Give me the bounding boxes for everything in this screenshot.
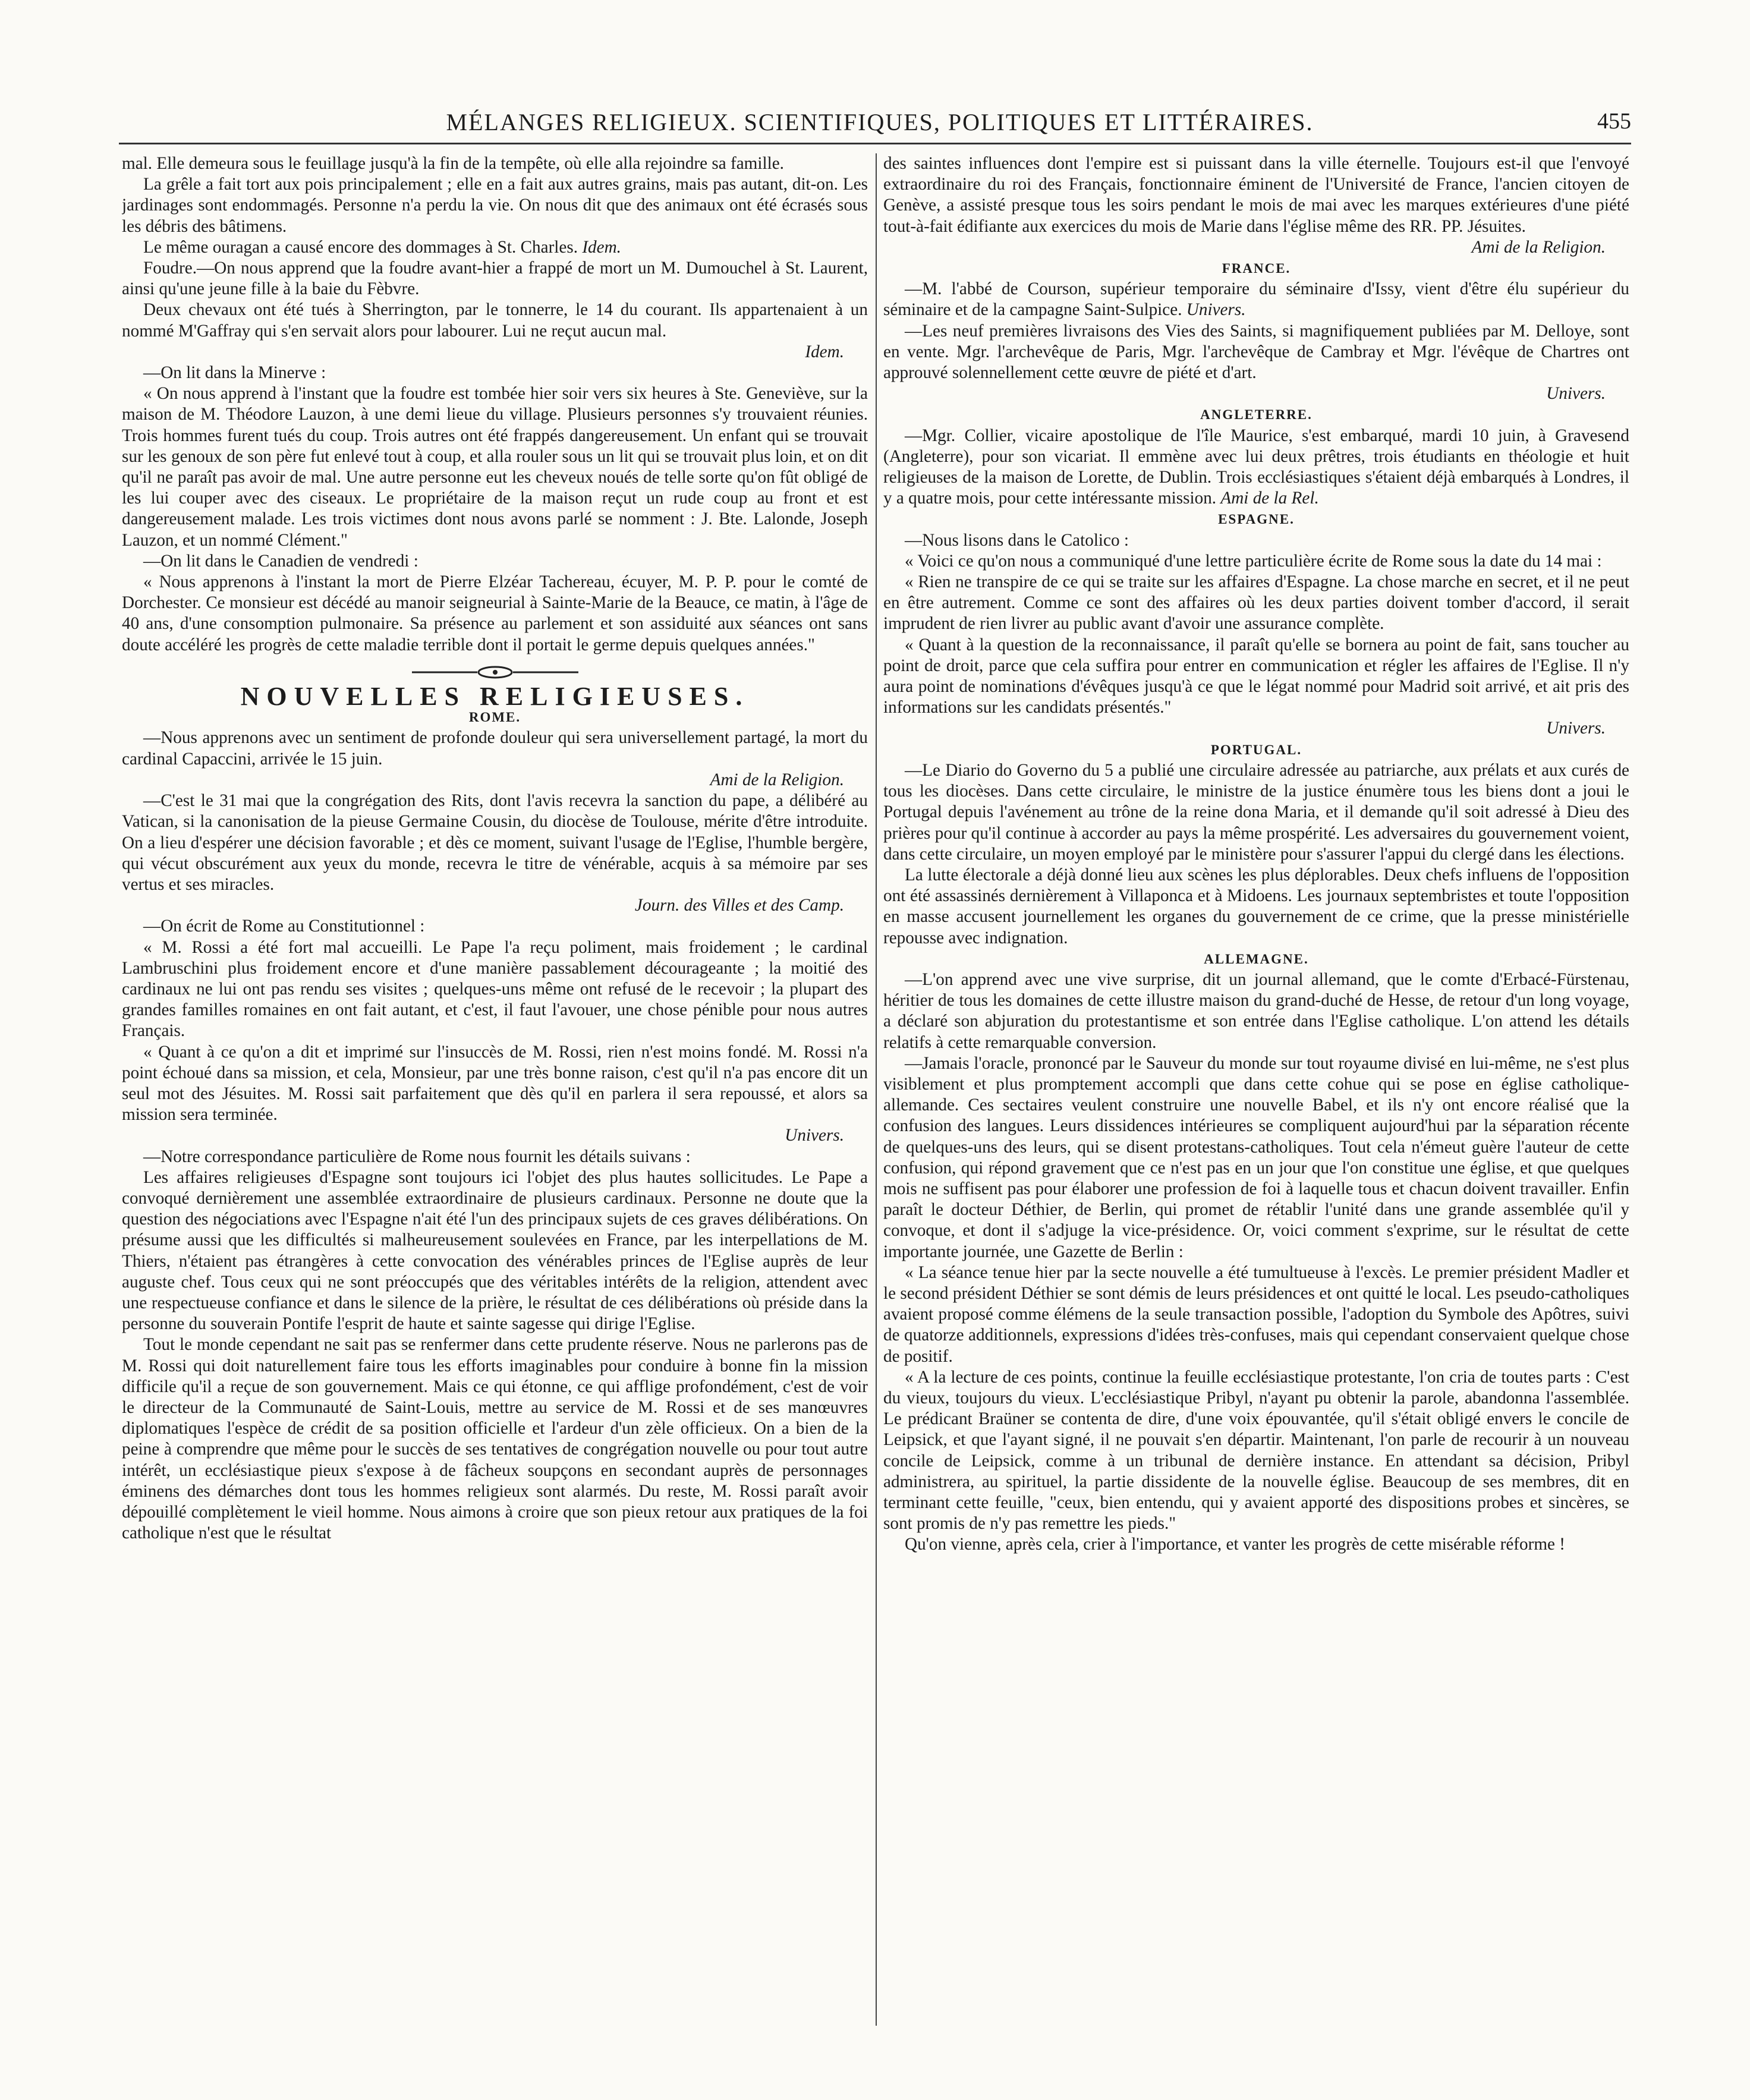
attribution: Univers. — [1546, 719, 1606, 738]
running-title: MÉLANGES RELIGIEUX. SCIENTIFIQUES, POLITIQUES ET LITTÉRAIRES. — [446, 109, 1314, 136]
attribution: Univers. — [1186, 300, 1246, 320]
subsection-allemagne: ALLEMAGNE. — [1204, 951, 1309, 966]
left-column — [122, 153, 868, 2055]
attribution: Ami de la Religion. — [1471, 237, 1606, 257]
paragraph: Tout le monde cependant ne sait pas se renfermer dans cette prudente réserve. Nous ne parlerons pas de M. Rossi qui doit naturellement faire tous les efforts imaginables pour conduire à bonne fin la mission difficile qu'il a reçue de son gouvernement. Mais ce qui étonne, ce qui afflige profondément, c'est de voir le directeur de la Communauté de Saint-Louis, mettre au service de M. Rossi et de ses manœuvres diplomatiques l'espèce de crédit de sa position officielle et l'ardeur d'un zèle officieux. On a bien de la peine à comprendre que même pour le succès de ses tentatives de congrégation nouvelle ou pour tout autre intérêt, un ecclésiastique pieux s'expose à de fâcheux soupçons en secondant auprès de personnages éminens des démarches dont tous les hommes religieux sont alarmés. Du reste, M. Rossi paraît avoir dépouillé complètement le vieil homme. Nous aimons à croire que son pieux retour aux pratiques de la foi catholique n'est que le résultat — [122, 1335, 868, 1543]
page-number: 455 — [1597, 109, 1631, 134]
section-title: NOUVELLES RELIGIEUSES. — [240, 682, 750, 711]
paragraph: —Le Diario do Governo du 5 a publié une circulaire adressée au patriarche, aux prélats et aux curés de tous les diocèses. Dans cette circulaire, le ministre de la justice énumère tous les biens dont a joui le Portugal depuis l'avénement au trône de la reine dona Maria, et il demande qu'il soit adressé à Dieu des prières pour qu'il continue à accorder au pays la même prospérité. Les adversaires du gouvernement voient, dans cette circulaire, un moyen employé par le ministère pour s'assurer l'appui du clergé dans les élections. — [883, 760, 1629, 864]
subsection-portugal: PORTUGAL. — [1210, 742, 1302, 757]
attribution: Ami de la Rel. — [1220, 489, 1319, 508]
paragraph: « A la lecture de ces points, continue la feuille ecclésiastique protestante, l'on cria de toutes parts : C'est du vieux, toujours du vieux. L'ecclésiastique Pribyl, n'ayant pu obtenir la parole, abandonna l'assemblée. Le prédicant Braüner se contenta de dire, d'une voix épouvantée, qu'il s'était obligé envers le concile de Leipsick, et que l'ayant signé, il ne pouvait s'en départir. Maintenant, l'on parle de recourir à un nouveau concile de Leipsick, comme à un tribunal de dernière instance. En attendant sa décision, Pribyl administrera, au spirituel, la partie dissidente de la nouvelle église. Beaucoup de ses membres, dit en terminant cette feuille, "ceux, bien entendu, qui y avaient apporté des dispositions probes et sincères, se sont promis de n'y pas remettre les pieds." — [883, 1367, 1629, 1534]
paragraph: « Quant à la question de la reconnaissance, il paraît qu'elle se bornera au point de fait, sans toucher au point de droit, parce que cela suffira pour entrer en communication et régler les affaires de l'Eglise. Il n'y aura point de nominations d'évêques jusqu'à ce que le légat nommé pour Madrid soit arrivé, et ait pris des informations sur les candidats présentés." — [883, 635, 1629, 717]
paragraph: —M. l'abbé de Courson, supérieur temporaire du séminaire d'Issy, vient d'être élu supérieur du séminaire et de la campagne Saint-Sulpice. Univers. — [883, 279, 1629, 320]
paragraph: —Les neuf premières livraisons des Vies des Saints, si magnifiquement publiées par M. Delloye, sont en vente. Mgr. l'archevêque de Paris, Mgr. l'archevêque de Cambray et Mgr. l'évêque de Chartres ont approuvé solennellement cette œuvre de piété et d'art. — [883, 321, 1629, 383]
subsection-france: FRANCE. — [1222, 261, 1291, 276]
paragraph: Qu'on vienne, après cela, crier à l'importance, et vanter les progrès de cette misérable réforme ! — [905, 1535, 1566, 1554]
paragraph: —Mgr. Collier, vicaire apostolique de l'île Maurice, s'est embarqué, mardi 10 juin, à Gravesend (Angleterre), pour son vicariat. Il emmène avec lui deux prêtres, trois étudiants en théologie et huit religieuses de la maison de Lorette, de Dublin. Trois ecclésiastiques s'étaient déjà embarqués à Londres, il y a quatre mois, pour cette intéressante mission. Ami de la Rel. — [883, 426, 1629, 508]
paragraph: —On lit dans la Minerve : — [143, 363, 326, 383]
paragraph: « Voici ce qu'on nous a communiqué d'une lettre particulière écrite de Rome sous la date du 14 mai : — [905, 551, 1602, 571]
subsection-angleterre: ANGLETERRE. — [1200, 407, 1312, 423]
subsection-espagne: ESPAGNE. — [1218, 512, 1295, 527]
paragraph: « Rien ne transpire de ce qui se traite sur les affaires d'Espagne. La chose marche en secret, et il ne peut en être autrement. Comme ce sont des affaires où les deux parties doivent tomber d'accord, il serait imprudent de rien livrer au public avant d'avoir une assurance complète. — [883, 572, 1629, 634]
header-rule — [119, 143, 1631, 144]
paragraph: —On lit dans le Canadien de vendredi : — [143, 551, 418, 571]
paragraph: « On nous apprend à l'instant que la foudre est tombée hier soir vers six heures à Ste. Geneviève, sur la maison de M. Théodore Lauzon, à une demi lieue du village. Plusieurs personnes s'y trouvaient réunies. Trois hommes furent tués du coup. Trois autres ont été frappés dangereusement. Un enfant qui se trouvait sur les genoux de son père fut enlevé tout à coup, et alla rouler sous un lit qui se trouvait plus loin, et on dit qu'il ne paraît pas avoir de mal. Une autre personne eut les cheveux noués de telle sorte qu'on fût obligé de les lui couper avec des ciseaux. Le propriétaire de la maison reçut un rude coup au front et est dangereusement malade. Les trois victimes dont nous avons parlé se nomment : J. Bte. Lalonde, Joseph Lauzon, et un nommé Clément." — [122, 384, 868, 550]
paragraph: —Notre correspondance particulière de Rome nous fournit les détails suivans : — [143, 1147, 691, 1166]
subsection-rome: ROME. — [468, 710, 521, 725]
attribution: Univers. — [1546, 384, 1606, 404]
paragraph: Le même ouragan a causé encore des dommages à St. Charles. Idem. — [143, 237, 621, 257]
column-divider — [876, 153, 877, 2026]
attribution: Ami de la Religion. — [710, 770, 844, 789]
paragraph: —On écrit de Rome au Constitutionnel : — [143, 917, 425, 936]
paragraph: des saintes influences dont l'empire est si puissant dans la ville éternelle. Toujours est-il que l'envoyé extraordinaire du roi des Français, fonctionnaire éminent de l'Université de France, l'ancien citoyen de Genève, a assisté presque tous les soirs pendant le mois de mai avec les marques extérieures d'une piété tout-à-fait édifiante aux exercices du mois de Marie dans l'église même des RR. PP. Jésuites. — [883, 154, 1629, 236]
paragraph: —C'est le 31 mai que la congrégation des Rits, dont l'avis recevra la sanction du pape, a délibéré au Vatican, si la canonisation de la pieuse Germaine Cousin, du diocèse de Toulouse, mérite d'être introduite. On a lieu d'espérer une décision favorable ; et dès ce moment, suivant l'usage de l'Eglise, l'humble bergère, qui vécut obscurément aux yeux du monde, recevra le titre de vénérable, acquis à sa mémoire par ses vertus et ses miracles. — [122, 791, 868, 894]
paragraph: « Quant à ce qu'on a dit et imprimé sur l'insuccès de M. Rossi, rien n'est moins fondé. M. Rossi n'a point échoué dans sa mission, et cela, Monsieur, par une très bonne raison, c'est qu'il n'a pas encore dit un seul mot des Jésuites. M. Rossi sait parfaitement que dès qu'il en parlera il sera repoussé, et alors sa mission sera terminée. — [122, 1042, 868, 1125]
paragraph: —Nous apprenons avec un sentiment de profonde douleur qui sera universellement partagé, la mort du cardinal Capaccini, arrivée le 15 juin. — [122, 728, 868, 769]
paragraph: « Nous apprenons à l'instant la mort de Pierre Elzéar Tachereau, écuyer, M. P. P. pour le comté de Dorchester. Ce monsieur est décédé au manoir seigneurial à Sainte-Marie de la Beauce, ce matin, à l'âge de 40 ans, d'une consomption pulmonaire. Sa présence au parlement et son assiduité aux séances ont sans doute accéléré les progrès de cette maladie terrible dont il portait le germe depuis quelques années." — [122, 572, 868, 654]
paragraph: Deux chevaux ont été tués à Sherrington, par le tonnerre, le 14 du courant. Ils appartenaient à un nommé M'Gaffray qui s'en servait alors pour labourer. Lui ne reçut aucun mal. — [122, 300, 868, 341]
paragraph: Foudre.—On nous apprend que la foudre avant-hier a frappé de mort un M. Dumouchel à St. Laurent, ainsi qu'une jeune fille à la baie du Fèbvre. — [122, 259, 868, 299]
paragraph: « La séance tenue hier par la secte nouvelle a été tumultueuse à l'excès. Le premier président Madler et le second président Déthier se sont démis de leurs présidences et ont quitté le local. Les pseudo-catholiques avaient proposé comme élémens de la seule transaction possible, l'adoption du Symbole des Apôtres, suivi de quatorze additionnels, expressions d'idées très-confuses, mais qui cependant conservaient quelque chose de positif. — [883, 1262, 1629, 1366]
paragraph: « M. Rossi a été fort mal accueilli. Le Pape l'a reçu poliment, mais froidement ; le cardinal Lambruschini plus froidement encore et d'une manière passablement décourageante ; la moitié des cardinaux ne lui ont pas rendu ses visites ; quelques-uns même ont refusé de le recevoir ; la plupart des grandes familles romaines en ont fait autant, et c'est, il faut l'avouer, une chose pénible pour nous autres Français. — [122, 937, 868, 1041]
attribution: Univers. — [785, 1126, 844, 1145]
paragraph: Les affaires religieuses d'Espagne sont toujours ici l'objet des plus hautes sollicitudes. Le Pape a convoqué dernièrement une assemblée extraordinaire de plusieurs cardinaux. Personne ne doute que la question des négociations avec l'Espagne n'ait été l'un des principaux sujets de ces graves délibérations. On présume aussi que les difficultés si malheureusement soulevées en France, par les interpellations de M. Thiers, n'étaient pas étrangères à cette convocation des vénérables princes de l'Eglise auprès de leur auguste chef. Tous ceux qui ne sont préoccupés que des véritables intérêts de la religion, attendent avec une respectueuse confiance et dans le silence de la prière, le résultat de ces délibérations où préside dans la personne du souverain Pontife l'esprit de haute et sainte sagesse qui dirige l'Eglise. — [122, 1167, 868, 1334]
attribution: Journ. des Villes et des Camp. — [634, 896, 844, 915]
paragraph: La grêle a fait tort aux pois principalement ; elle en a fait aux autres grains, mais pas autant, dit-on. Les jardinages sont endommagés. Personne n'a perdu la vie. On nous dit que des animaux ont été écrasés sous les débris des bâtimens. — [122, 175, 868, 236]
paragraph: —Nous lisons dans le Catolico : — [905, 530, 1129, 550]
paragraph: —Jamais l'oracle, prononcé par le Sauveur du monde sur tout royaume divisé en lui-même, ne s'est plus visiblement et plus promptement accompli que dans cette cohue qui se pose en église catholique-allemande. Ces sectaires veulent construire une nouvelle Babel, et ils n'y ont encore réalisé que la confusion des langues. Leurs dissidences intérieures se compliquent aujourd'hui par la séparation récente de quelques-uns des leurs, qui se disent protestans-catholiques. Tout cela n'émeut guère l'auteur de cette confusion, qui répond gravement que ce n'est pas en un jour que l'on constitue une église, et que quelques mois ne suffisent pas pour élaborer une profession de foi à laquelle tous et chacun doivent travailler. Enfin paraît le docteur Déthier, de Berlin, qui promet de rétablir l'unité dans une grande assemblée qu'il y convoque, et dont il s'adjuge la vice-présidence. Or, voici comment s'exprime, sur le résultat de cette importante journée, une Gazette de Berlin : — [883, 1053, 1629, 1261]
attribution: Idem. — [582, 237, 621, 257]
paragraph: mal. Elle demeura sous le feuillage jusqu'à la fin de la tempête, où elle alla rejoindre sa famille. — [122, 154, 784, 173]
right-column — [883, 153, 1629, 2055]
ornament-divider — [122, 660, 868, 681]
paragraph: —L'on apprend avec une vive surprise, dit un journal allemand, que le comte d'Erbacé-Fürstenau, héritier de tous les domaines de cette illustre maison du grand-duché de Hesse, de retour d'un long voyage, a déclaré son abjuration du protestantisme et son entrée dans l'Eglise catholique. L'on attend les détails relatifs à cette remarquable conversion. — [883, 969, 1629, 1052]
attribution: Idem. — [805, 342, 844, 361]
paragraph: La lutte électorale a déjà donné lieu aux scènes les plus déplorables. Deux chefs influens de l'opposition ont été assassinés dernièrement à Villaponca et à Midoens. Les journaux septembristes et toute l'opposition en masse accusent journellement les organes du gouvernement de ce crime, que la presse ministérielle repousse avec indignation. — [883, 865, 1629, 947]
